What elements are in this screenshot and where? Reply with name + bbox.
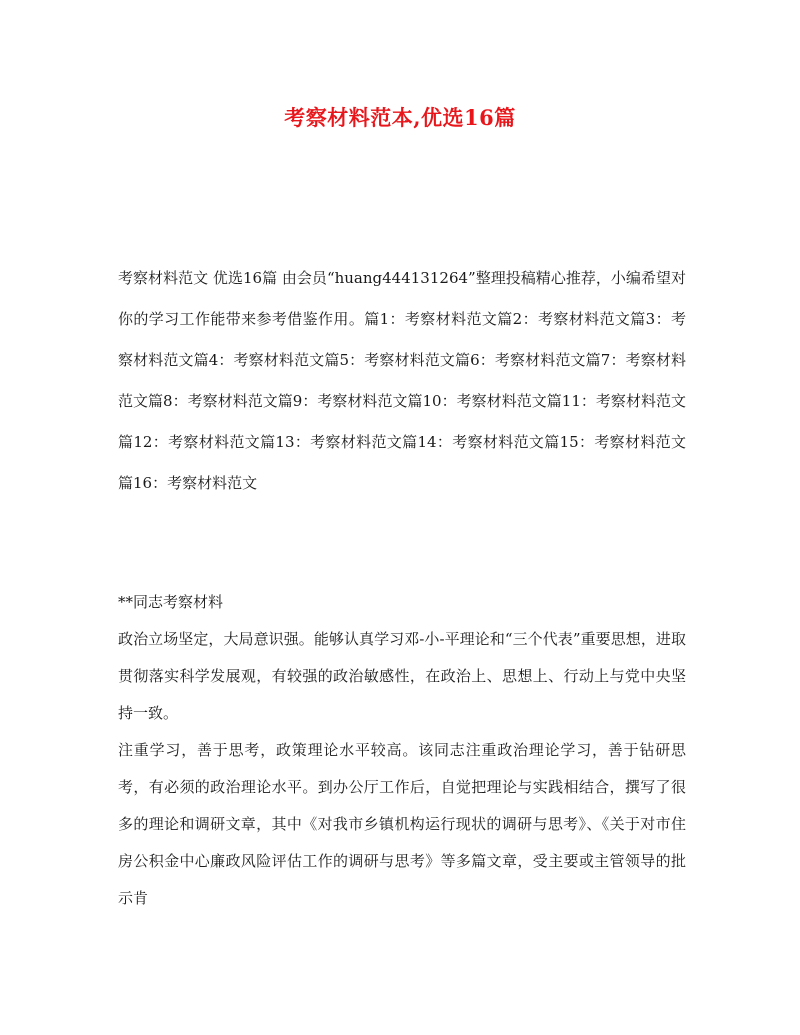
section-body: [118, 584, 686, 917]
section-heading: **同志考察材料: [118, 593, 224, 611]
paragraph-study: 注重学习，善于思考，政策理论水平较高。该同志注重政治理论学习，善于钻研思考，有必须的政治理论水平。到办公厅工作后，自觉把理论与实践相结合，撰写了很多的理论和调研文章，其中《对我市乡镇机构运行现状的调研与思考》、《关于对市住房公积金中心廉政风险评估工作的调研与思考》等多篇文章，受主要或主管领导的批示肯: [118, 741, 686, 907]
document-title: 考察材料范本,优选16篇: [284, 105, 516, 130]
paragraph-political-stance: 政治立场坚定，大局意识强。能够认真学习邓-小-平理论和“三个代表”重要思想，进取贯彻落实科学发展观，有较强的政治敏感性，在政治上、思想上、行动上与党中央坚持一致。: [118, 630, 686, 722]
intro-paragraph: 考察材料范文 优选16篇 由会员“huang444131264”整理投稿精心推荐，小编希望对你的学习工作能带来参考借鉴作用。篇1：考察材料范文篇2：考察材料范文篇3：考察材料范文篇4：考察材料范文篇5：考察材料范文篇6：考察材料范文篇7：考察材料范文篇8：考察材料范文篇9：考察材料范文篇10：考察材料范文篇11：考察材料范文篇12：考察材料范文篇13：考察材料范文篇14：考察材料范文篇15：考察材料范文篇16：考察材料范文: [118, 269, 686, 492]
